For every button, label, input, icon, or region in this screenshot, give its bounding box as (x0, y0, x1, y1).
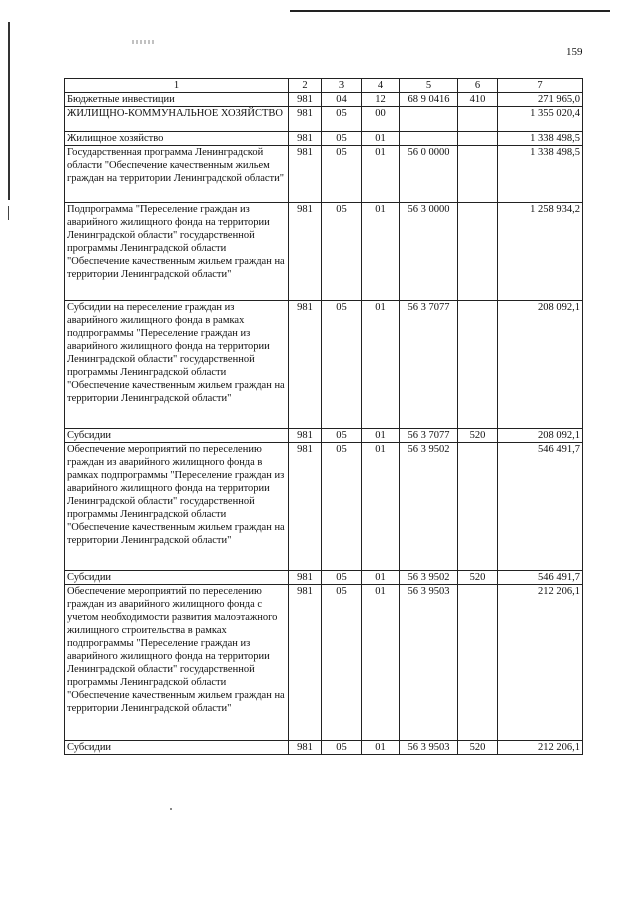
row-name: Жилищное хозяйство (65, 132, 289, 146)
table-row (65, 429, 583, 443)
row-csr: 56 3 0000 (400, 203, 458, 301)
row-sum: 208 092,1 (498, 301, 583, 429)
budget-table (64, 78, 583, 755)
row-sum: 212 206,1 (498, 585, 583, 741)
row-sum: 1 258 934,2 (498, 203, 583, 301)
row-name: Подпрограмма "Переселение граждан из аварийного жилищного фонда на территории Ленинградской области" государственной программы Ленинградской области "Обеспечение качественным жильем граждан на территории Ленинградской области" (65, 203, 289, 301)
scan-artifact-left-mark (8, 206, 9, 220)
row-vr: 410 (458, 93, 498, 107)
page-number: 159 (566, 46, 583, 58)
row-csr (400, 132, 458, 146)
row-pr: 01 (362, 146, 400, 203)
table-row (65, 571, 583, 585)
table-row (65, 203, 583, 301)
row-ved: 981 (289, 132, 322, 146)
table-row (65, 146, 583, 203)
row-rz: 05 (322, 585, 362, 741)
row-vr (458, 107, 498, 132)
row-sum: 271 965,0 (498, 93, 583, 107)
row-csr (400, 107, 458, 132)
row-pr: 01 (362, 741, 400, 755)
row-vr: 520 (458, 429, 498, 443)
row-rz: 05 (322, 301, 362, 429)
row-vr (458, 301, 498, 429)
header-cell: 1 (65, 79, 289, 93)
table-row (65, 741, 583, 755)
row-name: Обеспечение мероприятий по переселению граждан из аварийного жилищного фонда с учетом необходимости развития малоэтажного жилищного строительства в рамках подпрограммы "Переселение граждан из аварийного жилищного фонда на территории Ленинградской области" государственной программы Ленинградской области "Обеспечение качественным жильем граждан на территории Ленинградской области" (65, 585, 289, 741)
table-header-row (65, 79, 583, 93)
row-ved: 981 (289, 107, 322, 132)
row-csr: 56 3 9503 (400, 741, 458, 755)
row-ved: 981 (289, 429, 322, 443)
scan-artifact-left-line (8, 22, 10, 200)
row-name: Субсидии на переселение граждан из аварийного жилищного фонда в рамках подпрограммы "Переселение граждан из аварийного жилищного фонда на территории Ленинградской области" государственной программы Ленинградской области "Обеспечение качественным жильем граждан на территории Ленинградской области" (65, 301, 289, 429)
scan-artifact-dot (170, 808, 172, 810)
row-csr: 56 3 7077 (400, 301, 458, 429)
row-rz: 05 (322, 132, 362, 146)
row-sum: 546 491,7 (498, 571, 583, 585)
scan-artifact-top-line (290, 10, 610, 12)
table-row (65, 93, 583, 107)
table-row (65, 585, 583, 741)
row-sum: 212 206,1 (498, 741, 583, 755)
row-ved: 981 (289, 741, 322, 755)
row-pr: 00 (362, 107, 400, 132)
row-pr: 01 (362, 301, 400, 429)
row-csr: 56 0 0000 (400, 146, 458, 203)
row-vr: 520 (458, 571, 498, 585)
row-name: Субсидии (65, 429, 289, 443)
row-name: Субсидии (65, 741, 289, 755)
row-pr: 01 (362, 132, 400, 146)
row-ved: 981 (289, 585, 322, 741)
header-cell: 7 (498, 79, 583, 93)
row-name: Обеспечение мероприятий по переселению граждан из аварийного жилищного фонда в рамках подпрограммы "Переселение граждан из аварийного жилищного фонда на территории Ленинградской области" государственной программы Ленинградской области "Обеспечение качественным жильем граждан на территории Ленинградской области" (65, 443, 289, 571)
row-sum: 1 338 498,5 (498, 146, 583, 203)
row-pr: 12 (362, 93, 400, 107)
row-name: Субсидии (65, 571, 289, 585)
row-rz: 05 (322, 429, 362, 443)
row-sum: 1 338 498,5 (498, 132, 583, 146)
table-row (65, 132, 583, 146)
row-csr: 56 3 9503 (400, 585, 458, 741)
row-ved: 981 (289, 571, 322, 585)
row-sum: 208 092,1 (498, 429, 583, 443)
header-cell: 4 (362, 79, 400, 93)
row-vr (458, 203, 498, 301)
header-cell: 5 (400, 79, 458, 93)
row-pr: 01 (362, 429, 400, 443)
row-pr: 01 (362, 443, 400, 571)
header-cell: 6 (458, 79, 498, 93)
table-row (65, 107, 583, 132)
row-vr (458, 585, 498, 741)
row-rz: 05 (322, 741, 362, 755)
row-pr: 01 (362, 203, 400, 301)
row-name: ЖИЛИЩНО-КОММУНАЛЬНОЕ ХОЗЯЙСТВО (65, 107, 289, 132)
row-csr: 68 9 0416 (400, 93, 458, 107)
row-ved: 981 (289, 146, 322, 203)
row-name: Бюджетные инвестиции (65, 93, 289, 107)
table-row (65, 301, 583, 429)
scan-artifact-speck (132, 40, 154, 44)
row-name: Государственная программа Ленинградской области "Обеспечение качественным жильем граждан на территории Ленинградской области" (65, 146, 289, 203)
row-csr: 56 3 7077 (400, 429, 458, 443)
row-ved: 981 (289, 443, 322, 571)
row-vr (458, 443, 498, 571)
row-vr (458, 132, 498, 146)
header-cell: 3 (322, 79, 362, 93)
row-ved: 981 (289, 301, 322, 429)
header-cell: 2 (289, 79, 322, 93)
row-vr (458, 146, 498, 203)
row-sum: 1 355 020,4 (498, 107, 583, 132)
table-row (65, 443, 583, 571)
row-vr: 520 (458, 741, 498, 755)
row-rz: 05 (322, 146, 362, 203)
row-pr: 01 (362, 585, 400, 741)
row-rz: 05 (322, 107, 362, 132)
row-ved: 981 (289, 93, 322, 107)
row-rz: 05 (322, 203, 362, 301)
row-rz: 05 (322, 571, 362, 585)
row-rz: 04 (322, 93, 362, 107)
row-pr: 01 (362, 571, 400, 585)
row-rz: 05 (322, 443, 362, 571)
row-csr: 56 3 9502 (400, 443, 458, 571)
row-ved: 981 (289, 203, 322, 301)
row-csr: 56 3 9502 (400, 571, 458, 585)
row-sum: 546 491,7 (498, 443, 583, 571)
